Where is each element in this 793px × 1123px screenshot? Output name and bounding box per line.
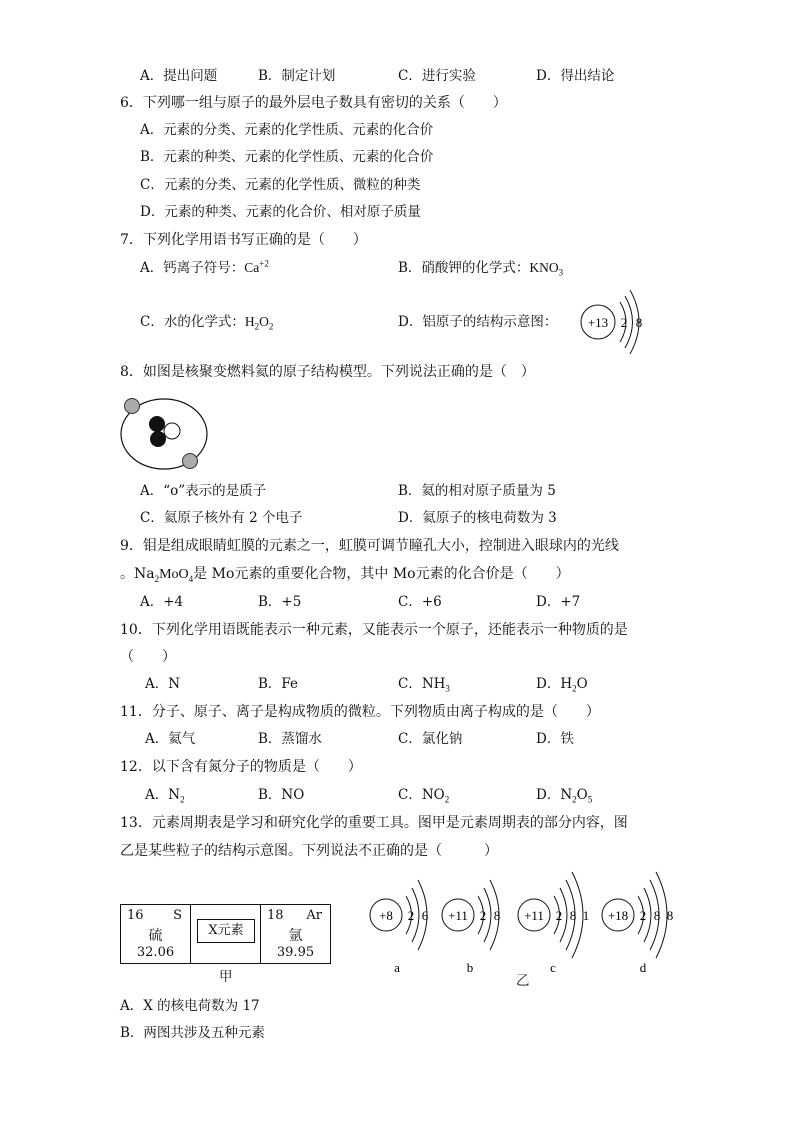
element-x-box: X元素 <box>197 919 255 943</box>
periodic-table-fragment <box>120 904 331 964</box>
q8-option-d: D．氦原子的核电荷数为 3 <box>398 510 557 526</box>
q9-stem-mid: MoO <box>159 567 189 582</box>
q7-a-label: A．钙离子符号： <box>140 260 245 276</box>
q12-a-sub: 2 <box>180 794 185 805</box>
q12-d-sub2: 5 <box>587 794 593 805</box>
q5-option-c: C．进行实验 <box>398 68 476 84</box>
q5-option-b: B．制定计划 <box>258 68 336 84</box>
q12-stem: 12．以下含有氮分子的物质是（ ） <box>120 759 362 775</box>
q10-option-a: A．N <box>145 676 181 692</box>
q12-option-a <box>145 786 185 804</box>
q7-b-formula: KNO <box>529 260 559 275</box>
electron-count: 8 <box>493 908 501 923</box>
q10-c-sub: 3 <box>445 683 450 694</box>
atomic-number: 16 <box>127 908 144 923</box>
element-cell-argon <box>260 905 330 963</box>
q7-a-charge: +2 <box>259 258 269 269</box>
q10-d-text: D．H <box>536 676 573 692</box>
atomic-mass: 32.06 <box>136 945 175 960</box>
diagram-c <box>518 872 589 975</box>
diagram-d <box>602 872 673 975</box>
q5-option-d: D．得出结论 <box>536 68 615 84</box>
q9-stem-pre: 。Na <box>120 566 155 582</box>
q10-option-d <box>536 675 588 693</box>
q13-option-a: A．X 的核电荷数为 17 <box>120 998 260 1014</box>
q6-option-c: C．元素的分类、元素的化学性质、微粒的种类 <box>140 177 421 193</box>
q12-option-d <box>536 786 592 804</box>
q8-option-b: B．氦的相对原子质量为 5 <box>398 483 556 499</box>
electron-count: 8 <box>666 908 674 923</box>
helium-atom-model <box>118 396 214 472</box>
q7-option-c <box>140 313 273 331</box>
q12-d-sub1: 2 <box>572 794 577 805</box>
q11-option-a: A．氦气 <box>145 731 196 747</box>
element-name: 硫 <box>148 928 163 944</box>
q9-stem-post: 是 Mo元素的重要化合物，其中 Mo元素的化合价是（ ） <box>193 566 570 582</box>
nucleus-label: +8 <box>379 908 393 923</box>
q10-d-sub: 2 <box>572 683 577 694</box>
figure-caption-jia: 甲 <box>219 969 233 985</box>
q11-stem: 11．分子、原子、离子是构成物质的微粒。下列物质由离子构成的是（ ） <box>120 704 600 720</box>
q7-option-a <box>140 259 269 277</box>
q9-option-b: B．+5 <box>258 594 302 610</box>
q7-c-h: H <box>244 314 255 329</box>
q7-al-atom-diagram <box>576 288 656 358</box>
q9-sub2: 4 <box>188 573 194 584</box>
q11-option-c: C．氯化钠 <box>398 731 463 747</box>
q7-c-label: C．水的化学式： <box>140 314 245 330</box>
nucleus-label: +18 <box>607 908 629 923</box>
q6-stem: 6．下列哪一组与原子的最外层电子数具有密切的关系（ ） <box>120 95 507 111</box>
q13-option-b: B．两图共涉及五种元素 <box>120 1025 265 1041</box>
q12-d-mid: O <box>576 787 588 803</box>
electron-count: 8 <box>569 908 577 923</box>
q12-a-text: A．N <box>145 787 181 803</box>
q13-stem-line2: 乙是某些粒子的结构示意图。下列说法不正确的是（ ） <box>120 843 498 859</box>
diagram-a <box>370 880 429 975</box>
q12-c-text: C．NO <box>398 787 445 803</box>
q10-stem-line1: 10．下列化学用语既能表示一种元素，又能表示一个原子，还能表示一种物质的是 <box>120 622 628 638</box>
q12-c-sub: 2 <box>444 794 450 805</box>
q10-option-b: B．Fe <box>258 676 299 692</box>
atomic-mass: 39.95 <box>276 945 315 960</box>
q6-option-d: D．元素的种类、元素的化合价、相对原子质量 <box>140 204 421 220</box>
diagram-b <box>442 880 500 975</box>
q7-c-o: O <box>259 314 269 329</box>
q7-b-sub: 3 <box>558 267 564 278</box>
proton-dot-2 <box>150 431 166 447</box>
q7-electron-1: 2 <box>620 315 628 330</box>
element-name: 氩 <box>288 928 303 944</box>
diagram-label: b <box>466 960 474 975</box>
electron-count: 1 <box>582 908 590 923</box>
q11-option-d: D．铁 <box>536 731 574 747</box>
q6-option-a: A．元素的分类、元素的化学性质、元素的化合价 <box>140 122 434 138</box>
q12-option-c <box>398 786 449 804</box>
electron-dot-1 <box>125 399 140 414</box>
q7-a-formula: Ca <box>244 260 260 275</box>
element-symbol: Ar <box>306 908 322 923</box>
electron-count: 2 <box>555 908 563 923</box>
q7-option-d-label: D．铝原子的结构示意图： <box>398 314 558 330</box>
q9-stem-line2 <box>120 565 570 584</box>
neutron-dot <box>164 423 180 439</box>
q7-stem: 7．下列化学用语书写正确的是（ ） <box>120 232 367 248</box>
figure-caption-yi: 乙 <box>516 973 530 989</box>
proton-dot-1 <box>149 416 165 432</box>
q11-option-b: B．蒸馏水 <box>258 731 322 747</box>
q8-option-c: C．氦原子核外有 2 个电子 <box>140 510 303 526</box>
diagram-label: a <box>394 960 400 975</box>
q7-c-sub2: 2 <box>268 321 274 332</box>
q7-nucleus-label: +13 <box>587 315 609 330</box>
q9-sub1: 2 <box>154 573 160 584</box>
electron-count: 2 <box>407 908 415 923</box>
q7-c-sub1: 2 <box>254 321 260 332</box>
element-cell-sulfur <box>121 905 191 963</box>
q7-electron-2: 8 <box>635 315 643 330</box>
q9-option-d: D．+7 <box>536 594 581 610</box>
q12-option-b: B．NO <box>258 787 305 803</box>
q10-d-post: O <box>576 676 588 692</box>
electron-count: 2 <box>639 908 647 923</box>
q9-stem-line1: 9．钼是组成眼睛虹膜的元素之一，虹膜可调节瞳孔大小，控制进入眼球内的光线 <box>120 538 619 554</box>
q6-option-b: B．元素的种类、元素的化学性质、元素的化合价 <box>140 149 434 165</box>
q8-option-a: A．“ο”表示的是质子 <box>140 483 267 499</box>
diagram-label: c <box>550 960 556 975</box>
q12-d-text: D．N <box>536 787 573 803</box>
electron-count: 8 <box>653 908 661 923</box>
diagram-label: d <box>639 960 647 975</box>
nucleus-label: +11 <box>448 908 468 923</box>
electron-count: 2 <box>479 908 487 923</box>
particle-structure-diagrams <box>360 868 690 988</box>
electron-count: 6 <box>421 908 429 923</box>
q10-stem-line2: （ ） <box>120 649 176 665</box>
nucleus-label: +11 <box>524 908 544 923</box>
q7-option-b <box>398 259 563 277</box>
q13-stem-line1: 13．元素周期表是学习和研究化学的重要工具。图甲是元素周期表的部分内容，图 <box>120 815 628 831</box>
q10-c-text: C．NH <box>398 676 446 692</box>
q10-option-c <box>398 675 450 693</box>
q9-option-a: A．+4 <box>140 594 184 610</box>
q9-option-c: C．+6 <box>398 594 442 610</box>
atomic-number: 18 <box>267 908 284 923</box>
q5-option-a: A．提出问题 <box>140 68 218 84</box>
q8-stem: 8．如图是核聚变燃料氦的原子结构模型。下列说法正确的是（ ） <box>120 364 535 380</box>
q7-b-label: B．硝酸钾的化学式： <box>398 260 530 276</box>
electron-dot-2 <box>183 454 198 469</box>
element-symbol: S <box>173 908 182 923</box>
